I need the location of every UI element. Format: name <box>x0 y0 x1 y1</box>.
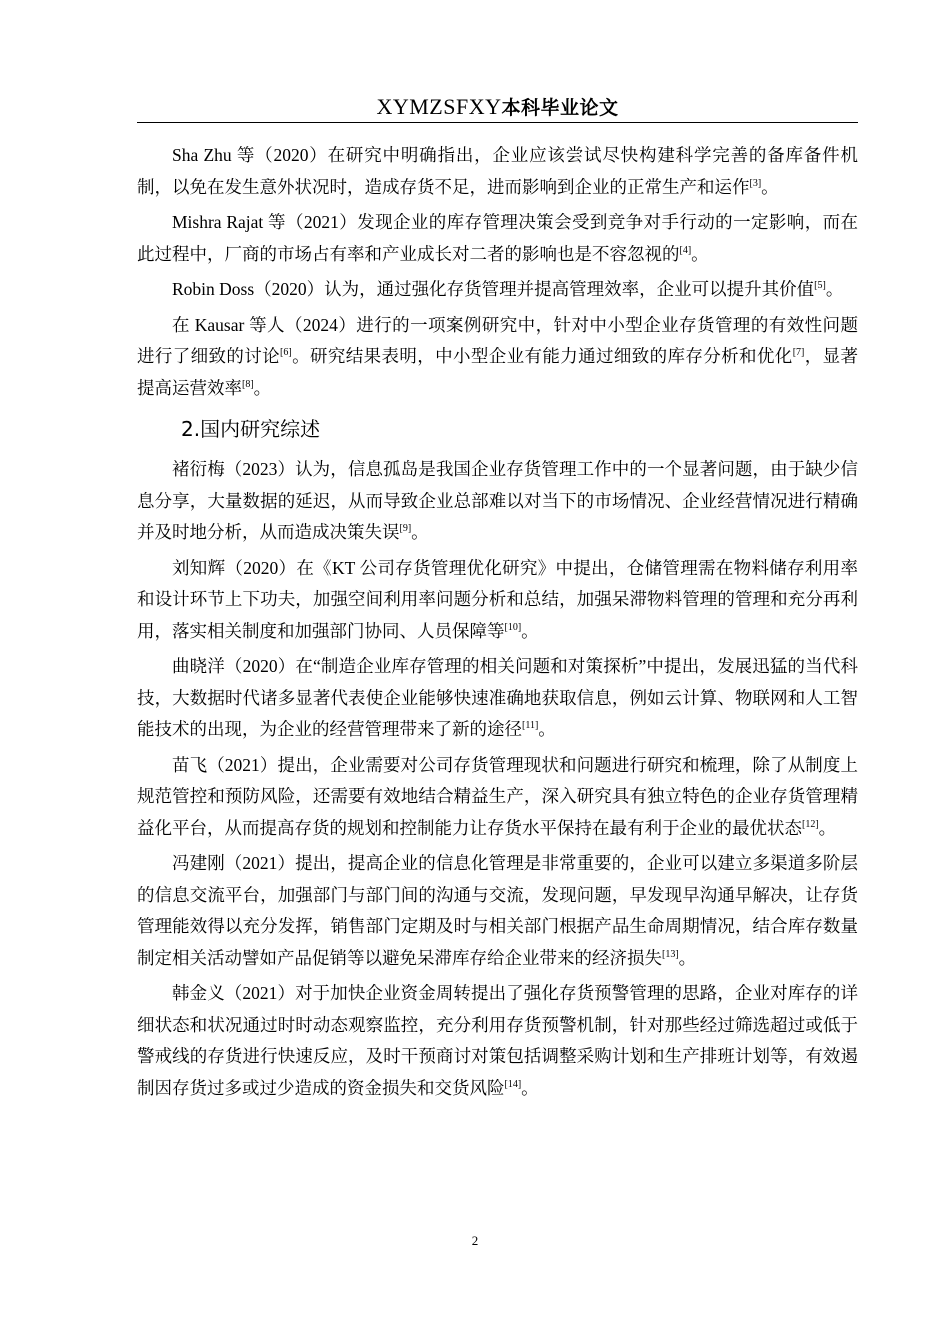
paragraph-end: 。 <box>253 377 272 398</box>
paragraph-feng-jiangang <box>137 848 858 974</box>
citation-ref: [13] <box>662 948 679 960</box>
citation-ref: [10] <box>504 621 522 633</box>
paragraph-text: 。研究结果表明，中小型企业有能力通过细致的库存分析和优化 <box>291 346 793 366</box>
paragraph-text: 在 Kausar 等人（2024）进行的一项案例研究中，针对中小型企业存货管理的有效性问题进行了细致的讨论 <box>137 314 858 366</box>
paragraph-text: 苗飞（2021）提出，企业需要对公司存货管理现状和问题进行研究和梳理，除了从制度上规范管控和预防风险，还需要有效地结合精益生产，深入研究具有独立特色的企业存货管理精益化平台，从而提高存货的规划和控制能力让存货水平保持在最有利于企业的最优状态 <box>137 754 858 838</box>
citation-ref: [3] <box>749 177 762 189</box>
header-title: 本科毕业论文 <box>501 97 619 119</box>
paragraph-text: 刘知辉（2020）在《KT 公司存货管理优化研究》中提出，仓储管理需在物料储存利用率和设计环节上下功夫，加强空间利用率问题分析和总结，加强呆滞物料管理的管理和充分再利用，落实相关制度和加强部门协同、人员保障等 <box>137 557 858 641</box>
header-code: XYMZSFXY <box>376 94 502 119</box>
section-heading: 2.国内研究综述 <box>181 417 321 441</box>
paragraph-robin-doss <box>137 274 858 306</box>
paragraph-han-jinyi <box>137 978 858 1104</box>
citation-ref: [14] <box>504 1078 522 1090</box>
citation-ref: [7] <box>792 347 805 359</box>
paragraph-end: 。 <box>521 620 539 641</box>
paragraph-text: Mishra Rajat 等（2021）发现企业的库存管理决策会受到竞争对手行动的一定影响，而在此过程中，厂商的市场占有率和产业成长对二者的影响也是不容忽视的 <box>137 212 858 264</box>
paragraph-text: 冯建刚（2021）提出，提高企业的信息化管理是非常重要的，企业可以建立多渠道多阶层的信息交流平台，加强部门与部门间的沟通与交流，发现问题，早发现早沟通早解决，让存货管理能效得以充分发挥，销售部门定期及时与相关部门根据产品生命周期情况，结合库存数量制定相关活动譬如产品促销等以避免呆滞库存给企业带来的经济损失 <box>137 853 858 968</box>
paragraph-chu-yanmei <box>137 454 858 549</box>
paragraph-qu-xiaoyang <box>137 651 858 746</box>
paragraph-text: 曲晓洋（2020）在“制造企业库存管理的相关问题和对策探析”中提出，发展迅猛的当代科技，大数据时代诸多显著代表使企业能够快速准确地获取信息，例如云计算、物联网和人工智能技术的出现，为企业的经营管理带来了新的途径 <box>137 656 858 739</box>
paragraph-text: Sha Zhu 等（2020）在研究中明确指出，企业应该尝试尽快构建科学完善的备库备件机制，以免在发生意外状况时，造成存货不足，进而影响到企业的正常生产和运作 <box>137 145 858 197</box>
citation-ref: [9] <box>399 523 412 535</box>
citation-ref: [12] <box>802 818 819 830</box>
citation-ref: [8] <box>242 378 254 390</box>
citation-ref: [5] <box>814 280 826 292</box>
paragraph-sha-zhu <box>137 140 858 203</box>
paragraph-text: 褚衍梅（2023）认为，信息孤岛是我国企业存货管理工作中的一个显著问题，由于缺少信息分享，大量数据的延迟，从而导致企业总部难以对当下的市场情况、企业经营情况进行精确并及时地分析，从而造成决策失误 <box>137 459 858 542</box>
paragraph-end: 。 <box>538 719 556 739</box>
paragraph-text: ，显著提高运营效率 <box>137 346 859 398</box>
paragraph-end: 。 <box>825 279 844 299</box>
paragraph-mishra <box>137 207 858 270</box>
paragraph-end: 。 <box>521 1077 539 1098</box>
paragraph-text: Robin Doss（2020）认为，通过强化存货管理并提高管理效率，企业可以提升其价值 <box>172 279 815 299</box>
paragraph-end: 。 <box>818 817 837 838</box>
paragraph-end: 。 <box>691 243 709 264</box>
paragraph-liu-zhihui <box>137 553 858 648</box>
citation-ref: [11] <box>522 720 539 732</box>
citation-ref: [6] <box>280 347 292 359</box>
paragraph-miao-fei <box>137 750 858 845</box>
body-content <box>137 140 858 1108</box>
page-number: 2 <box>471 1233 479 1248</box>
paragraph-text: 韩金义（2021）对于加快企业资金周转提出了强化存货预警管理的思路，企业对库存的详细状态和状况通过时时动态观察监控，充分利用存货预警机制，针对那些经过筛选超过或低于警戒线的存货进行快速反应，及时干预商讨对策包括调整采购计划和生产排班计划等，有效遏制因存货过多或过少造成的资金损失和交货风险 <box>137 983 858 1098</box>
paragraph-end: 。 <box>761 176 779 197</box>
citation-ref: [4] <box>679 244 692 256</box>
page-header <box>137 92 858 123</box>
paragraph-kausar <box>137 310 858 405</box>
paragraph-end: 。 <box>678 947 697 968</box>
header-text <box>376 94 618 119</box>
paragraph-end: 。 <box>411 522 429 542</box>
